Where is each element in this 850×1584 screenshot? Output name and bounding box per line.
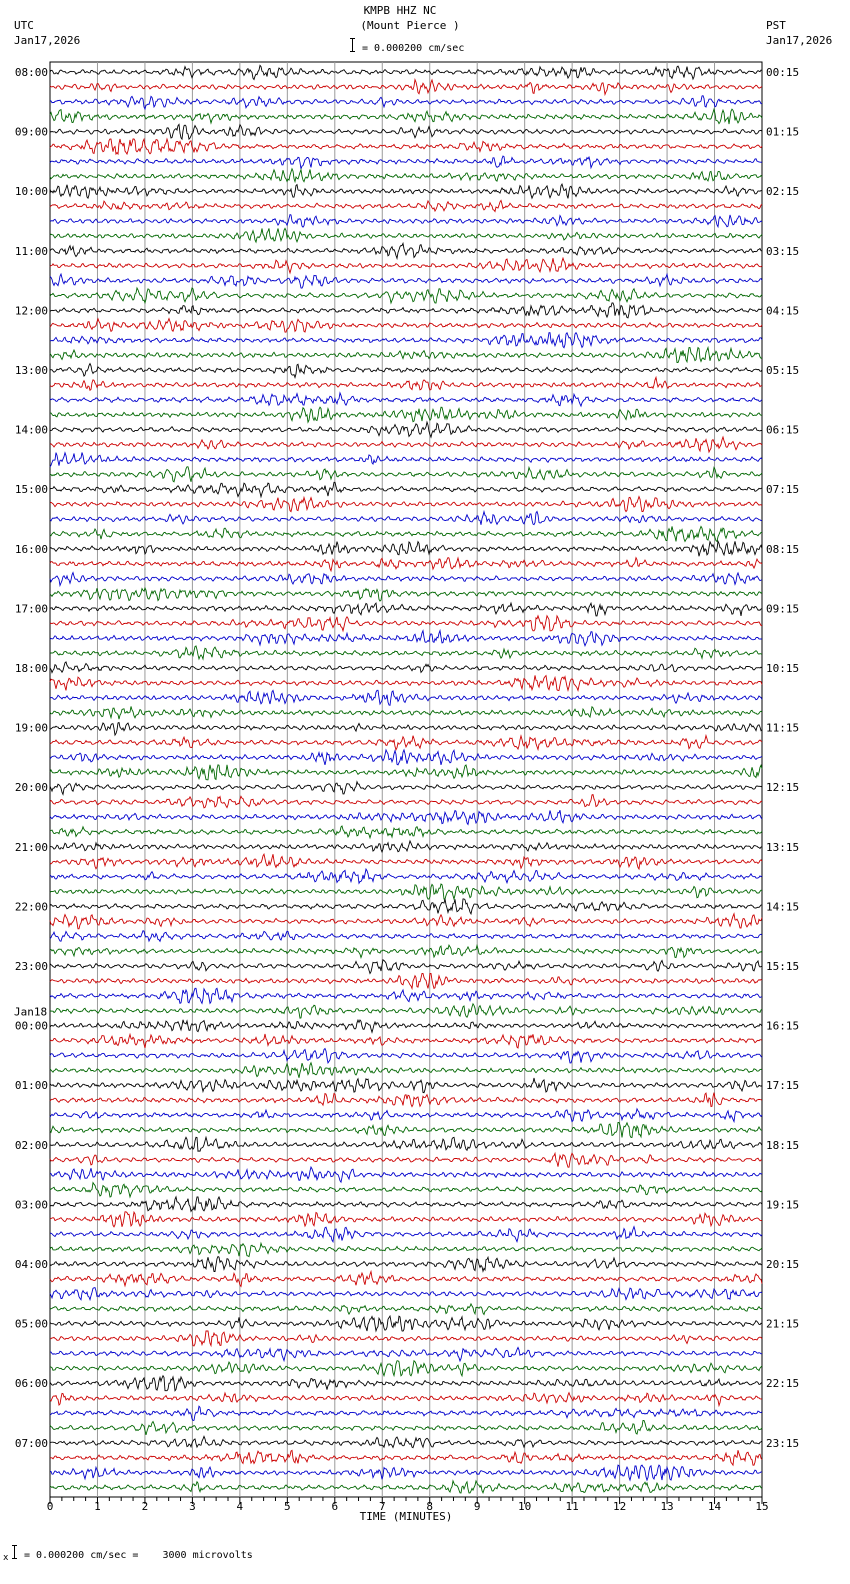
trace-line (50, 1257, 762, 1272)
trace-line (50, 884, 762, 899)
left-date: Jan17,2026 (14, 34, 81, 47)
left-hour-label: 12:00 (14, 304, 48, 318)
trace-line (50, 156, 762, 169)
x-tick-label: 9 (473, 1500, 481, 1513)
trace-line (50, 1465, 762, 1480)
left-hour-label: 17:00 (14, 602, 48, 616)
plot-frame (50, 62, 762, 1497)
trace-line (50, 407, 762, 422)
location-subtitle: (Mount Pierce ) (360, 19, 460, 32)
right-hour-label: 08:15 (766, 542, 800, 556)
x-tick-label: 10 (518, 1500, 532, 1513)
right-hour-label: 06:15 (766, 423, 800, 437)
left-hour-label: 19:00 (14, 721, 48, 735)
trace-line (50, 690, 762, 705)
trace-line (50, 1272, 762, 1287)
trace-line (50, 319, 762, 333)
left-timezone: UTC (14, 19, 34, 32)
x-axis-label: TIME (MINUTES) (359, 1510, 453, 1523)
trace-line (50, 706, 762, 719)
trace-line (50, 497, 762, 512)
left-hour-label: 22:00 (14, 900, 48, 914)
right-hour-label: 10:15 (766, 662, 800, 675)
trace-line (50, 1034, 762, 1048)
left-hour-label: 18:00 (14, 662, 48, 675)
left-hour-label: 10:00 (14, 185, 48, 199)
trace-line (50, 377, 762, 390)
trace-line (50, 124, 762, 139)
right-hour-label: 00:15 (766, 66, 800, 79)
trace-line (50, 750, 762, 765)
right-hour-label: 05:15 (766, 364, 800, 377)
trace-line (50, 1078, 762, 1093)
date-change-label: Jan18 (14, 1005, 48, 1019)
left-hour-label: 06:00 (14, 1377, 48, 1391)
footer-scale-bar-icon (14, 1545, 15, 1559)
left-hour-label: 03:00 (14, 1198, 48, 1212)
right-hour-label: 17:15 (766, 1079, 800, 1093)
left-hour-label: 15:00 (14, 483, 48, 497)
x-tick-label: 6 (331, 1500, 339, 1513)
right-hour-label: 03:15 (766, 244, 800, 258)
trace-line (50, 1137, 762, 1151)
x-tick-label: 1 (94, 1500, 101, 1513)
right-hour-label: 09:15 (766, 602, 800, 616)
trace-line (50, 945, 762, 958)
trace-line (50, 348, 762, 363)
trace-line (50, 603, 762, 616)
trace-line (50, 899, 762, 914)
right-timezone: PST (766, 19, 786, 32)
trace-line (50, 200, 762, 211)
trace-line (50, 1049, 762, 1063)
right-hour-label: 18:15 (766, 1138, 800, 1152)
trace-line (50, 795, 762, 808)
trace-line (50, 541, 762, 556)
left-hour-label: 16:00 (14, 542, 48, 556)
trace-line (50, 109, 762, 124)
trace-line (50, 723, 762, 736)
trace-line (50, 662, 762, 673)
trace-line (50, 215, 762, 228)
trace-line (50, 1348, 762, 1361)
right-hour-label: 02:15 (766, 185, 800, 199)
scale-label: = 0.000200 cm/sec (362, 43, 465, 54)
left-hour-label: 20:00 (14, 781, 48, 795)
left-hour-label: 13:00 (14, 364, 48, 377)
trace-line (50, 558, 762, 571)
trace-line (50, 1406, 762, 1420)
trace-line (50, 526, 762, 541)
trace-line (50, 573, 762, 586)
x-tick-label: 3 (189, 1500, 196, 1513)
trace-line (50, 810, 762, 824)
x-tick-label: 4 (236, 1500, 244, 1513)
trace-line (50, 453, 762, 467)
x-tick-label: 0 (46, 1500, 54, 1513)
trace-line (50, 228, 762, 242)
right-hour-label: 07:15 (766, 483, 800, 497)
trace-line (50, 782, 762, 795)
trace-line (50, 826, 762, 838)
right-date: Jan17,2026 (766, 34, 833, 47)
trace-line (50, 258, 762, 273)
trace-line (50, 139, 762, 154)
left-hour-label: 11:00 (14, 244, 48, 258)
trace-line (50, 437, 762, 452)
right-hour-label: 01:15 (766, 125, 800, 139)
x-tick-label: 8 (426, 1500, 434, 1513)
left-hour-label: 07:00 (14, 1436, 48, 1450)
footer-scale-note: = 0.000200 cm/sec = 3000 microvolts (24, 1550, 253, 1561)
trace-line (50, 1376, 762, 1391)
trace-line (50, 1020, 762, 1033)
trace-line (50, 1361, 762, 1376)
trace-line (50, 96, 762, 109)
trace-line (50, 960, 762, 974)
trace-line (50, 988, 762, 1003)
trace-line (50, 1122, 762, 1137)
trace-line (50, 931, 762, 942)
trace-line (50, 184, 762, 198)
trace-line (50, 512, 762, 525)
trace-line (50, 914, 762, 929)
trace-line (50, 1109, 762, 1122)
trace-line (50, 1288, 762, 1300)
left-hour-label: 04:00 (14, 1258, 48, 1271)
trace-line (50, 80, 762, 95)
trace-line (50, 274, 762, 288)
left-hour-label: 21:00 (14, 840, 48, 854)
trace-line (50, 243, 762, 258)
trace-line (50, 675, 762, 690)
trace-line (50, 588, 762, 601)
x-tick-label: 14 (707, 1500, 722, 1513)
x-tick-label: 11 (565, 1500, 579, 1513)
trace-line (50, 1420, 762, 1435)
left-hour-label: 05:00 (14, 1317, 48, 1331)
trace-line (50, 1183, 762, 1197)
trace-line (50, 765, 762, 780)
trace-line (50, 1197, 762, 1212)
trace-line (50, 1153, 762, 1167)
station-title: KMPB HHZ NC (363, 4, 437, 17)
left-hour-label: 23:00 (14, 960, 48, 973)
trace-line (50, 1227, 762, 1242)
trace-line (50, 841, 762, 852)
right-hour-label: 20:15 (766, 1258, 800, 1271)
right-hour-label: 14:15 (766, 900, 800, 914)
x-tick-label: 13 (660, 1500, 674, 1513)
right-hour-label: 21:15 (766, 1317, 800, 1331)
trace-line (50, 1436, 762, 1447)
trace-line (50, 1004, 762, 1018)
trace-line (50, 65, 762, 79)
trace-line (50, 1450, 762, 1465)
trace-line (50, 393, 762, 406)
x-tick-label: 2 (141, 1500, 149, 1513)
right-hour-label: 15:15 (766, 960, 800, 973)
x-tick-label: 7 (378, 1500, 386, 1513)
trace-line (50, 169, 762, 182)
x-tick-label: 15 (755, 1500, 769, 1513)
footer-marker: x (3, 1553, 9, 1563)
trace-line (50, 467, 762, 482)
trace-line (50, 1093, 762, 1107)
trace-line (50, 1316, 762, 1331)
trace-line (50, 1212, 762, 1227)
trace-line (50, 736, 762, 750)
trace-line (50, 1063, 762, 1078)
trace-line (50, 333, 762, 348)
right-hour-label: 12:15 (766, 781, 800, 795)
right-hour-label: 16:15 (766, 1019, 800, 1033)
right-hour-label: 19:15 (766, 1198, 800, 1212)
trace-line (50, 1167, 762, 1182)
trace-line (50, 482, 762, 496)
trace-line (50, 364, 762, 378)
trace-line (50, 1393, 762, 1406)
left-hour-label: 00:00 (14, 1019, 48, 1033)
trace-line (50, 616, 762, 631)
x-tick-label: 12 (612, 1500, 627, 1513)
trace-line (50, 422, 762, 437)
right-hour-label: 11:15 (766, 721, 800, 735)
left-hour-label: 09:00 (14, 125, 48, 139)
trace-line (50, 973, 762, 988)
trace-line (50, 1304, 762, 1315)
trace-line (50, 288, 762, 303)
left-hour-label: 14:00 (14, 423, 48, 437)
trace-line (50, 854, 762, 869)
trace-line (50, 303, 762, 318)
left-hour-label: 01:00 (14, 1079, 48, 1093)
trace-line (50, 1481, 762, 1493)
right-hour-label: 22:15 (766, 1377, 800, 1391)
trace-line (50, 1243, 762, 1256)
left-hour-label: 08:00 (14, 66, 48, 79)
right-hour-label: 23:15 (766, 1436, 800, 1450)
trace-line (50, 869, 762, 883)
x-tick-label: 5 (284, 1500, 291, 1513)
trace-line (50, 1331, 762, 1346)
trace-line (50, 646, 762, 659)
right-hour-label: 04:15 (766, 304, 800, 318)
trace-line (50, 631, 762, 646)
right-hour-label: 13:15 (766, 840, 800, 854)
left-hour-label: 02:00 (14, 1138, 48, 1152)
